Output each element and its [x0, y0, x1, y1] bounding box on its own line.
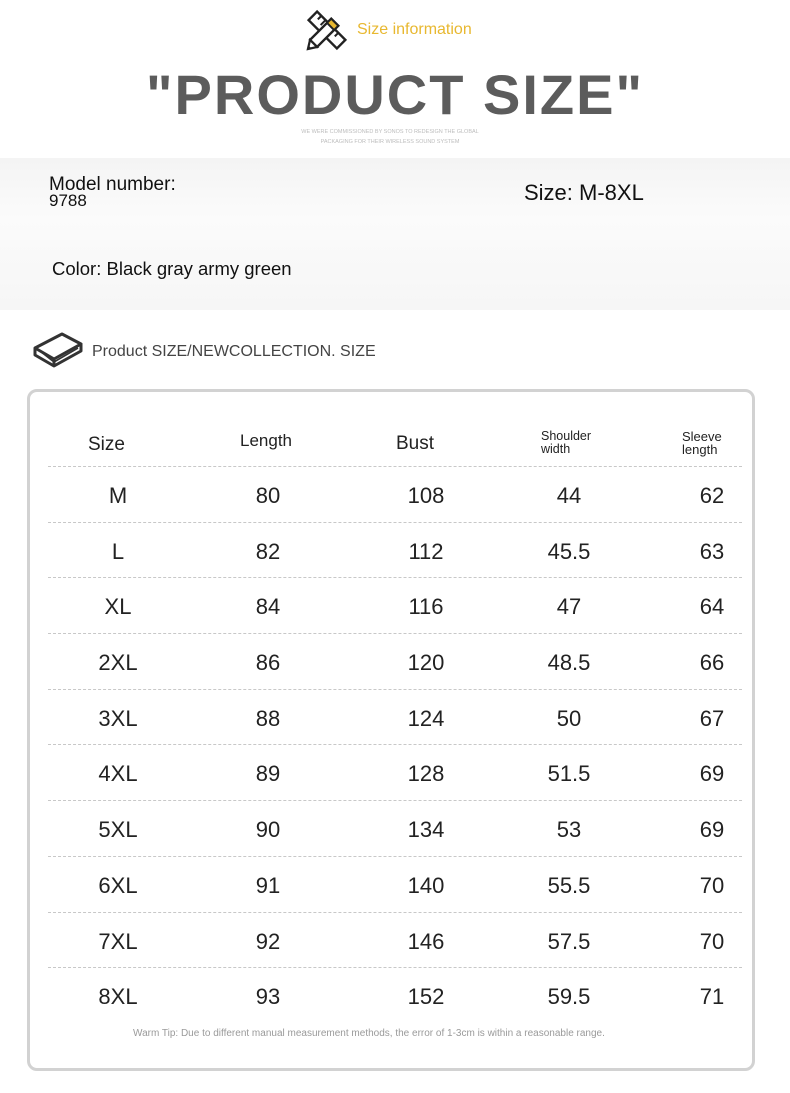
cell-shoulder: 57.5	[547, 928, 591, 954]
cell-bust: 128	[407, 761, 445, 787]
model-number-value: 9788	[49, 191, 87, 210]
table-row	[48, 690, 742, 746]
cell-sleeve: 66	[699, 650, 725, 676]
cell-shoulder: 51.5	[547, 761, 591, 787]
tagline	[290, 127, 490, 147]
cell-bust: 152	[407, 984, 445, 1010]
tagline-line-2: PACKAGING FOR THEIR WIRELESS SOUND SYSTEM	[320, 139, 460, 145]
cell-sleeve: 69	[699, 761, 725, 787]
header-shoulder-line-1: Shoulder	[541, 429, 592, 443]
table-row	[48, 467, 742, 523]
cell-length: 89	[255, 761, 281, 787]
cell-size: 5XL	[98, 817, 138, 843]
cell-bust: 134	[407, 817, 445, 843]
cell-bust: 124	[407, 705, 445, 731]
page-title: "PRODUCT SIZE"	[145, 63, 644, 126]
header-shoulder-width	[541, 430, 591, 456]
table-header	[48, 420, 742, 467]
cell-sleeve: 70	[699, 928, 725, 954]
header-bust: Bust	[396, 433, 435, 454]
table-row	[48, 968, 742, 1023]
cell-shoulder: 47	[556, 594, 582, 620]
cell-length: 92	[255, 928, 281, 954]
cell-size: XL	[104, 594, 132, 620]
cell-size: 2XL	[98, 650, 138, 676]
cell-bust: 116	[408, 594, 444, 620]
model-number-label: Model number:	[49, 174, 176, 195]
header-sleeve-line-2: length	[682, 442, 718, 457]
color-options: Color: Black gray army green	[52, 258, 292, 279]
cell-shoulder: 55.5	[547, 872, 591, 898]
cell-shoulder: 48.5	[547, 650, 591, 676]
cell-shoulder: 53	[556, 817, 582, 843]
cell-length: 80	[255, 483, 281, 508]
collection-label: Product SIZE/NEWCOLLECTION. SIZE	[92, 343, 376, 360]
cell-length: 90	[255, 817, 281, 843]
size-range: Size: M-8XL	[524, 180, 644, 205]
tagline-line-1: WE WERE COMMISSIONED BY SONOS TO REDESIGN THE GLOBAL	[301, 129, 479, 135]
cell-shoulder: 50	[556, 705, 582, 731]
book-icon	[32, 330, 84, 370]
header	[0, 0, 790, 160]
size-table	[48, 420, 742, 1023]
table-row	[48, 634, 742, 690]
warm-tip: Warm Tip: Due to different manual measurement methods, the error of 1-3cm is within a reasonable range.	[133, 1028, 605, 1039]
cell-shoulder: 44	[556, 483, 582, 508]
size-info-label: Size information	[357, 21, 472, 38]
cell-sleeve: 67	[699, 705, 725, 731]
cell-size: 6XL	[98, 872, 138, 898]
table-row	[48, 523, 742, 579]
cell-size: 8XL	[98, 984, 138, 1010]
cell-length: 84	[255, 594, 281, 620]
cell-size: 7XL	[98, 928, 138, 954]
cell-sleeve: 71	[699, 984, 725, 1010]
cell-size: L	[111, 538, 125, 564]
cell-bust: 140	[407, 872, 445, 898]
table-row	[48, 745, 742, 801]
cell-sleeve: 64	[699, 594, 725, 620]
cell-bust: 120	[407, 650, 445, 676]
pencil-ruler-icon	[302, 6, 352, 54]
cell-sleeve: 69	[699, 817, 725, 843]
cell-size: 3XL	[98, 705, 138, 731]
header-length: Length	[240, 431, 292, 450]
cell-shoulder: 45.5	[547, 538, 591, 564]
cell-length: 91	[255, 872, 281, 898]
cell-sleeve: 63	[699, 538, 725, 564]
cell-size: 4XL	[98, 761, 138, 787]
table-row	[48, 857, 742, 913]
cell-bust: 112	[408, 538, 444, 564]
table-row	[48, 913, 742, 969]
cell-length: 88	[255, 705, 281, 731]
table-row	[48, 801, 742, 857]
cell-bust: 108	[407, 483, 445, 508]
table-row	[48, 578, 742, 634]
header-sleeve-length	[682, 430, 722, 456]
cell-sleeve: 62	[699, 483, 725, 508]
cell-length: 86	[255, 650, 281, 676]
cell-size: M	[108, 483, 128, 508]
cell-length: 82	[255, 538, 281, 564]
header-size: Size	[88, 434, 125, 455]
cell-shoulder: 59.5	[547, 984, 591, 1010]
cell-bust: 146	[407, 928, 445, 954]
cell-length: 93	[255, 984, 281, 1010]
cell-sleeve: 70	[699, 872, 725, 898]
header-shoulder-line-2: width	[541, 442, 571, 456]
header-sleeve-line-1: Sleeve	[682, 429, 722, 444]
